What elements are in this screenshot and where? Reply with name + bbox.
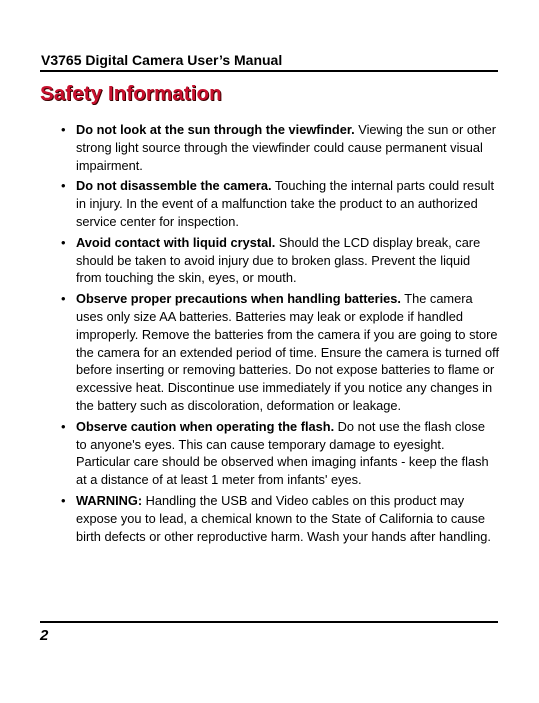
page-number: 2 xyxy=(40,627,49,644)
item-lead: Observe caution when operating the flash. xyxy=(76,418,335,434)
item-lead: Observe proper precautions when handling batteries. xyxy=(76,291,401,307)
bullet-icon: • xyxy=(61,178,66,194)
bullet-icon: • xyxy=(61,291,66,307)
manual-header: V3765 Digital Camera User’s Manual xyxy=(41,52,283,68)
item-text: Should the LCD display break, care should be taken to avoid injury due to broken glass. Prevent the liquid from touching the skin, eyes, or mouth. xyxy=(76,234,481,286)
list-item xyxy=(0,177,539,230)
item-lead: WARNING: xyxy=(76,492,143,508)
list-item xyxy=(0,234,539,287)
section-title: Safety Information xyxy=(40,82,222,105)
bullet-icon: • xyxy=(61,492,66,508)
list-item xyxy=(0,418,539,489)
safety-list xyxy=(0,121,539,548)
item-text: The camera uses only size AA batteries. Batteries may leak or explode if handled improperly. Remove the batteries from the camera if you are going to store the camera for an extended period of time. Ensure the camera is turned off before inserting or removing batteries. Do not expose batteries to flame or excessive heat. Discontinue use immediately if you notice any changes in the battery such as discoloration, deformation or leakage. xyxy=(76,291,500,413)
item-text: Handling the USB and Video cables on this product may expose you to lead, a chemical known to the State of California to cause birth defects or other reproductive harm. Wash your hands after handling. xyxy=(76,492,491,544)
header-divider xyxy=(40,70,498,72)
item-lead: Do not disassemble the camera. xyxy=(76,178,272,194)
item-text: Viewing the sun or other strong light source through the viewfinder could cause permanent visual impairment. xyxy=(76,122,497,173)
list-item xyxy=(0,121,539,174)
list-item xyxy=(0,492,539,545)
item-text: Touching the internal parts could result in injury. In the event of a malfunction take the product to an authorized service center for inspection. xyxy=(76,178,494,229)
list-item xyxy=(0,290,539,415)
item-lead: Do not look at the sun through the viewfinder. xyxy=(76,122,355,137)
item-text: Do not use the flash close to anyone's eyes. This can cause temporary damage to eyesight. Particular care should be observed when imaging infants - keep the flash at a distance of at least 1 meter from infants' eyes. xyxy=(76,418,489,488)
bullet-icon: • xyxy=(61,234,66,250)
footer-divider xyxy=(40,621,498,623)
bullet-icon: • xyxy=(61,122,66,137)
bullet-icon: • xyxy=(61,418,66,434)
item-lead: Avoid contact with liquid crystal. xyxy=(76,234,276,250)
